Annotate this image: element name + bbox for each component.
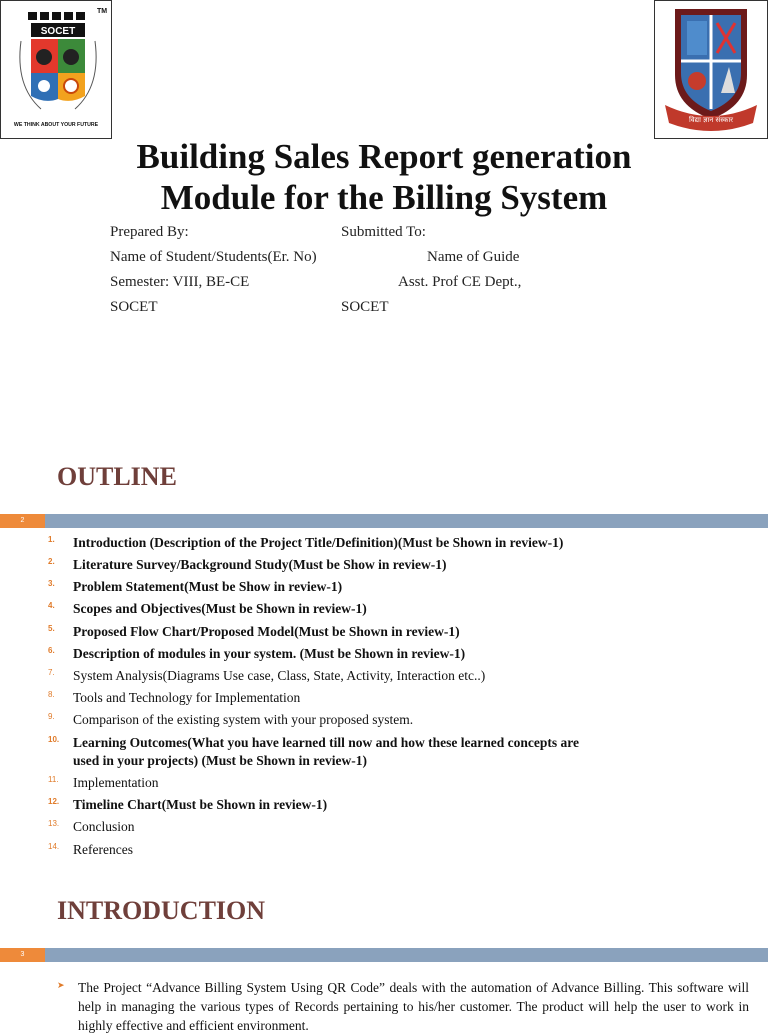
outline-item-text: Proposed Flow Chart/Proposed Model(Must be Shown in review-1): [73, 624, 460, 639]
outline-item-number: 10.: [48, 735, 60, 744]
project-title-line-2: Module for the Billing System: [160, 178, 608, 217]
outline-item-number: 8.: [48, 690, 55, 699]
introduction-heading: INTRODUCTION: [57, 896, 266, 925]
outline-item-number: 13.: [48, 819, 60, 828]
outline-item-text: Learning Outcomes(What you have learned till now and how these learned concepts are: [73, 735, 579, 750]
outline-item-text: Scopes and Objectives(Must be Shown in review-1): [73, 601, 367, 616]
guide-designation: Asst. Prof CE Dept.,: [398, 274, 522, 290]
outline-item-number: 3.: [48, 579, 55, 588]
outline-item-text: Description of modules in your system. (Must be Shown in review-1): [73, 646, 466, 661]
guide-name: Name of Guide: [427, 249, 520, 265]
gtu-crest-icon: [655, 1, 767, 138]
outline-item-number: 14.: [48, 842, 60, 851]
outline-item-text: Literature Survey/Background Study(Must be Show in review-1): [73, 557, 447, 572]
slide-3-bar: [0, 948, 768, 962]
outline-item-text: Comparison of the existing system with your proposed system.: [73, 712, 414, 727]
slide-number: 3: [0, 948, 45, 962]
svg-text:विद्या ज्ञान संस्कार: विद्या ज्ञान संस्कार: [688, 116, 734, 124]
outline-item-number: 11.: [48, 775, 59, 784]
outline-item-text: Implementation: [73, 775, 159, 790]
outline-item-number: 9.: [48, 712, 55, 721]
outline-item-text: Tools and Technology for Implementation: [73, 690, 301, 705]
outline-item-text: Timeline Chart(Must be Shown in review-1): [73, 797, 328, 812]
slide-2-bar: [0, 514, 768, 528]
outline-item-number: 6.: [48, 646, 55, 655]
outline-item-number: 2.: [48, 557, 55, 566]
arrow-bullet-icon: ➤: [57, 981, 65, 991]
outline-heading: OUTLINE: [57, 462, 177, 491]
outline-item-number: 5.: [48, 624, 55, 633]
outline-item-text: References: [73, 842, 133, 857]
outline-item-number: 12.: [48, 797, 60, 806]
outline-item-text-continued: used in your projects) (Must be Shown in review-1): [73, 753, 368, 768]
svg-text:WE THINK ABOUT YOUR FUTURE: WE THINK ABOUT YOUR FUTURE: [13, 122, 99, 128]
outline-item-text: Conclusion: [73, 819, 135, 834]
outline-item-text: Problem Statement(Must be Show in review-1): [73, 579, 343, 594]
svg-text:SOCET: SOCET: [40, 26, 76, 37]
outline-item-text: Introduction (Description of the Project Title/Definition)(Must be Shown in review-1): [73, 535, 564, 550]
prepared-by-label: Prepared By:: [110, 224, 189, 240]
semester-info: Semester: VIII, BE-CE: [110, 274, 250, 290]
outline-item-text: System Analysis(Diagrams Use case, Class, State, Activity, Interaction etc..): [73, 668, 486, 683]
socet-emblem-icon: [1, 1, 111, 138]
college-name-right: SOCET: [341, 299, 389, 315]
svg-text:TM: TM: [97, 8, 108, 15]
outline-item-number: 7.: [48, 668, 55, 677]
college-name-left: SOCET: [110, 299, 158, 315]
project-title-line-1: Building Sales Report generation: [136, 137, 632, 176]
outline-item-number: 1.: [48, 535, 55, 544]
gtu-logo: [654, 0, 768, 139]
socet-logo: [0, 0, 112, 139]
submitted-to-label: Submitted To:: [341, 224, 426, 240]
student-name: Name of Student/Students(Er. No): [110, 249, 317, 265]
outline-item-number: 4.: [48, 601, 55, 610]
introduction-paragraph: The Project “Advance Billing System Using QR Code” deals with the automation of Advance Billing. This software will help in managing the various types of Records pertaining to his/her customer. The product will help the user to work in highly effective and efficient environment.: [78, 980, 749, 1033]
slide-number: 2: [0, 514, 45, 528]
